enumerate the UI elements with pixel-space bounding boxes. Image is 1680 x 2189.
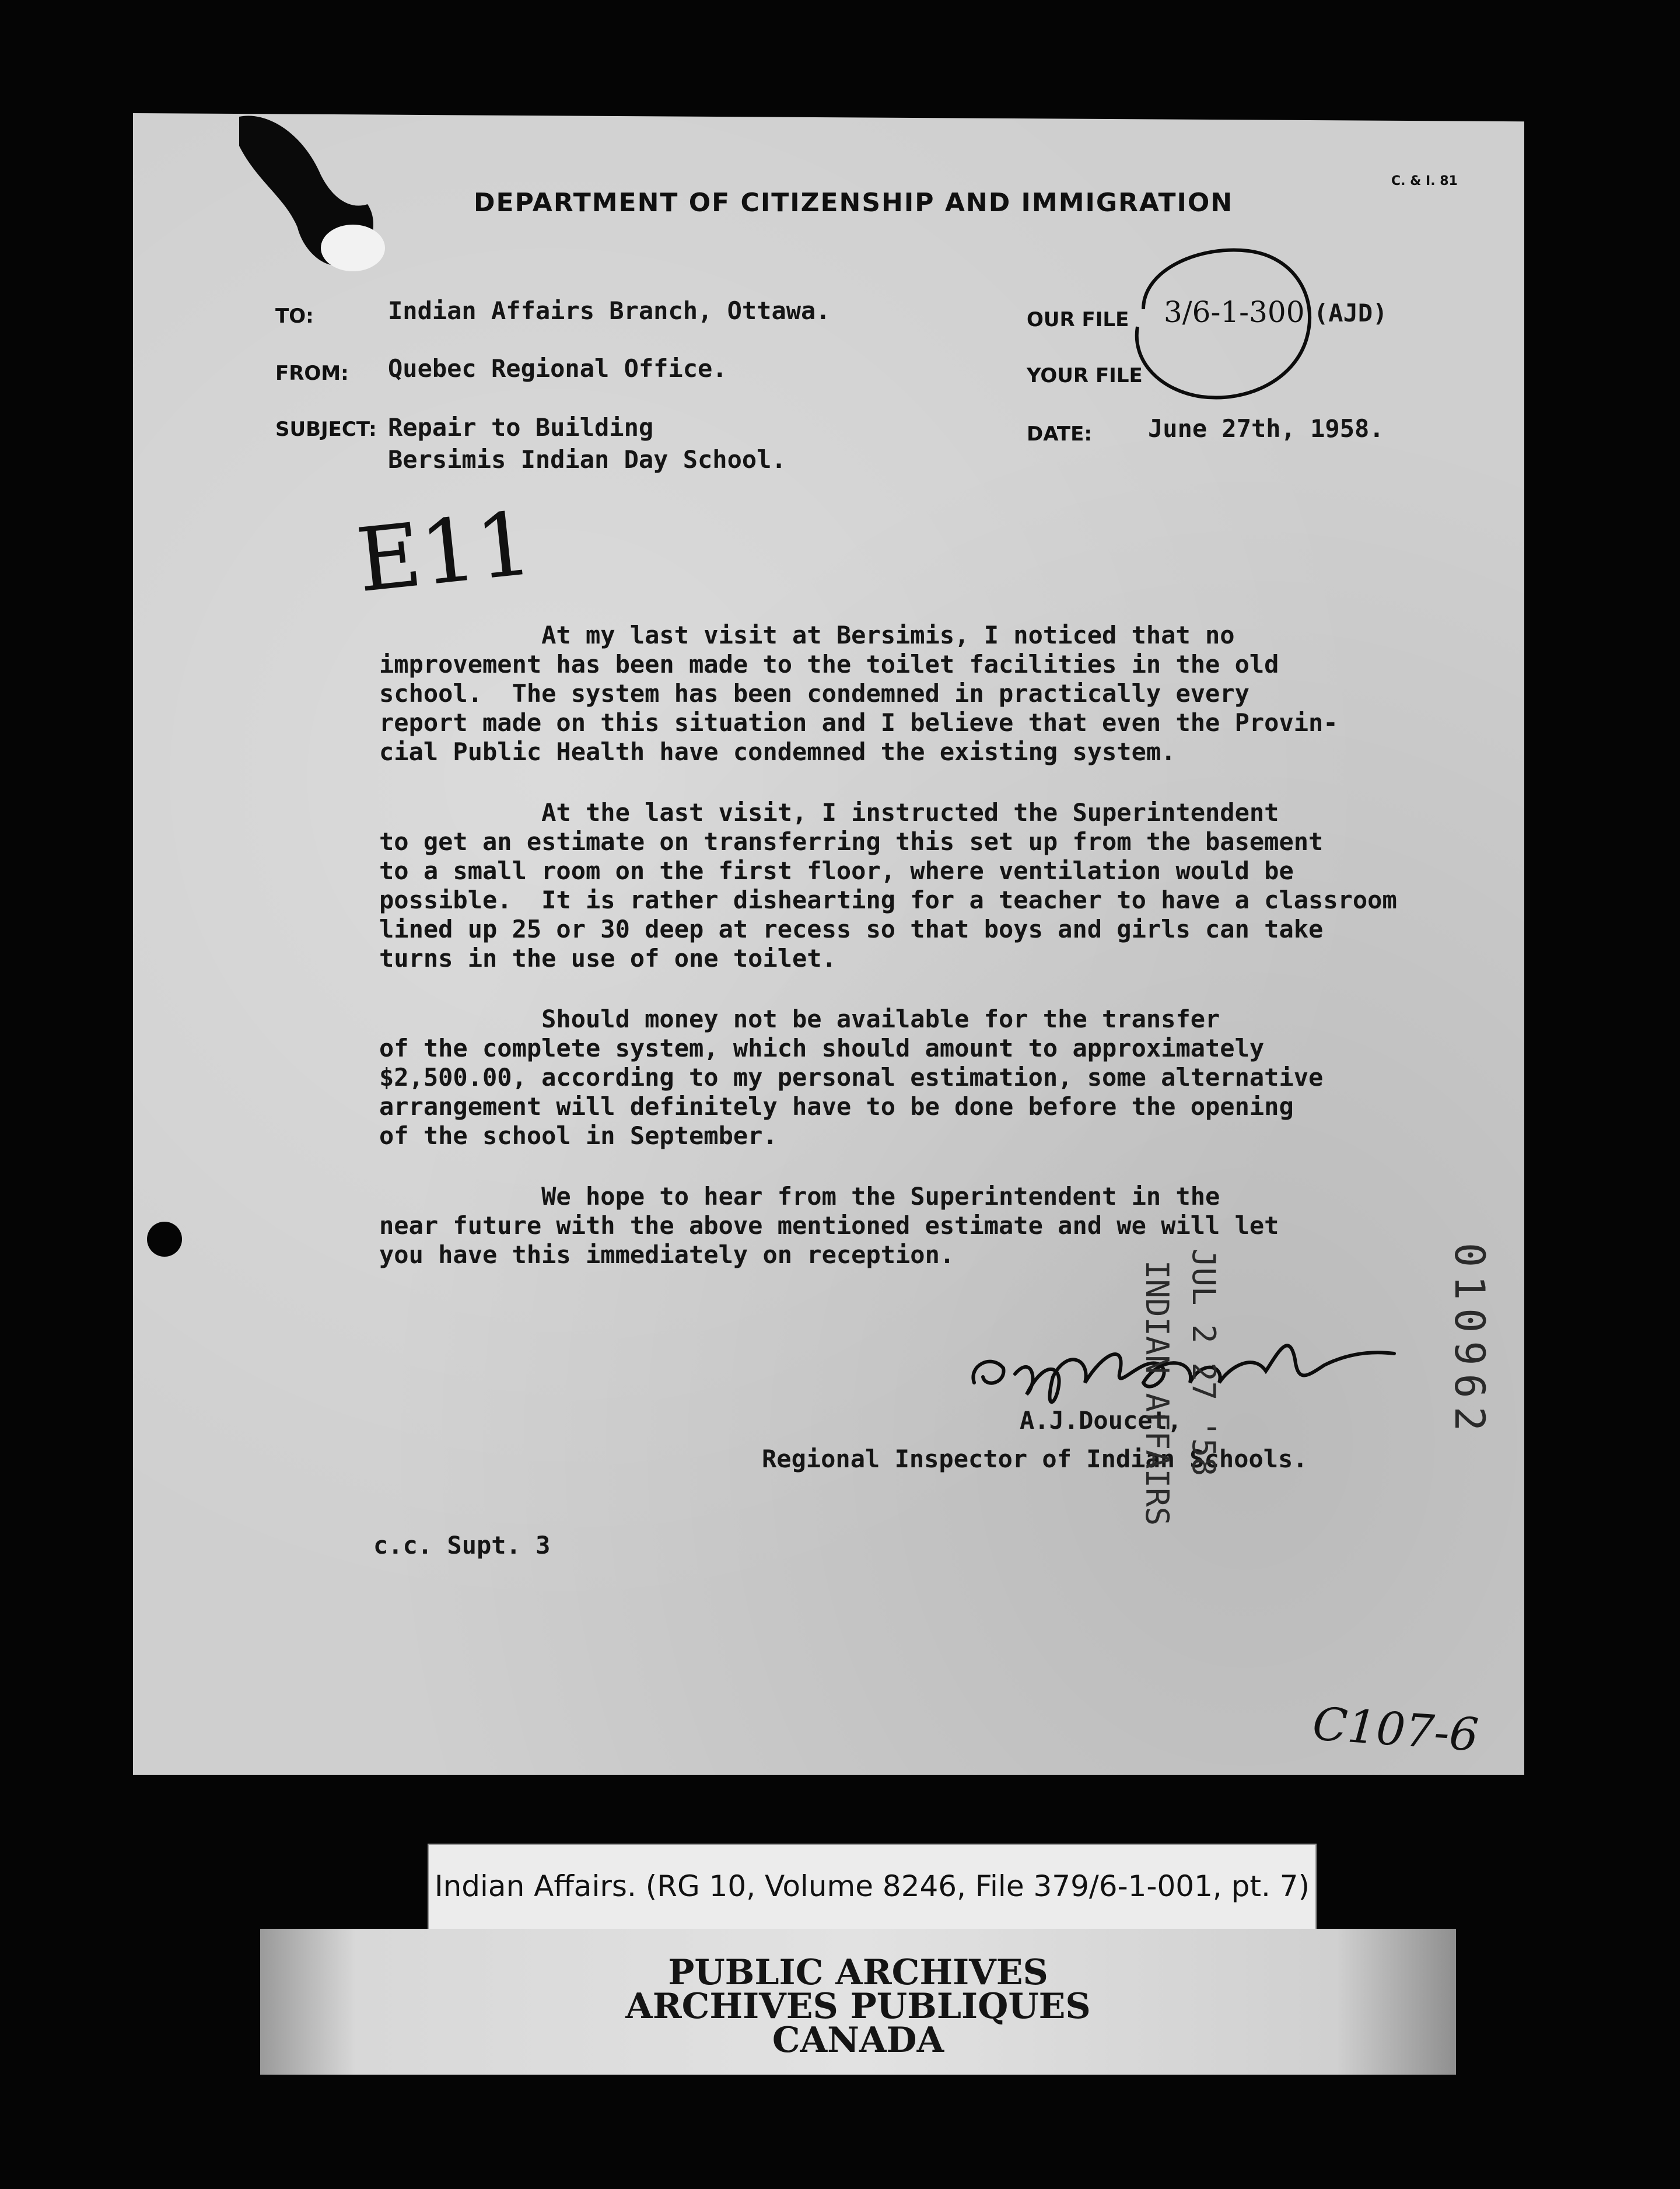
- your-file-label: YOUR FILE: [1027, 364, 1143, 387]
- from-label: FROM:: [275, 362, 349, 385]
- body-line: school. The system has been condemned in practically every: [379, 679, 1250, 708]
- archive-stamp-strip: [260, 1929, 1456, 2075]
- form-number: C. & I. 81: [1391, 174, 1458, 188]
- subject-line-2: Bersimis Indian Day School.: [388, 445, 786, 474]
- date-value: June 27th, 1958.: [1148, 414, 1384, 443]
- body-line: possible. It is rather dishearting for a teacher to have a classroom: [379, 886, 1397, 914]
- archive-line-3: CANADA: [772, 2020, 944, 2061]
- body-line: improvement has been made to the toilet facilities in the old: [379, 650, 1279, 679]
- body-line: At my last visit at Bersimis, I noticed that no: [379, 621, 1235, 649]
- body-line: to get an estimate on transferring this set up from the basement: [379, 827, 1324, 856]
- subject-label: SUBJECT:: [275, 418, 377, 441]
- signer-name: A.J.Doucet,: [1020, 1406, 1182, 1435]
- handwritten-reference: C107-6: [1311, 1698, 1480, 1762]
- date-label: DATE:: [1027, 422, 1092, 446]
- our-file-suffix: (AJD): [1314, 299, 1388, 327]
- body-line: to a small room on the first floor, where ventilation would be: [379, 856, 1294, 885]
- archive-line-1: PUBLIC ARCHIVES: [668, 1952, 1048, 1993]
- document-number-stamp: 010962: [1446, 1243, 1493, 1439]
- archive-line-2: ARCHIVES PUBLIQUES: [625, 1986, 1091, 2027]
- signer-title: Regional Inspector of Indian Schools.: [762, 1445, 1308, 1473]
- body-line: turns in the use of one toilet.: [379, 944, 836, 973]
- file-number-circle: [1120, 233, 1330, 420]
- body-line: of the complete system, which should amount to approximately: [379, 1034, 1265, 1062]
- body-line: you have this immediately on reception.: [379, 1240, 955, 1269]
- body-line: near future with the above mentioned estimate and we will let: [379, 1211, 1279, 1240]
- handwritten-e11: E11: [352, 492, 537, 613]
- body-line: lined up 25 or 30 deep at recess so that boys and girls can take: [379, 915, 1324, 943]
- torn-corner-mark: [233, 111, 391, 280]
- punch-hole: [147, 1222, 182, 1257]
- signature: [951, 1319, 1400, 1418]
- our-file-label: OUR FILE: [1027, 308, 1129, 331]
- body-line: report made on this situation and I believe that even the Provin-: [379, 708, 1338, 737]
- subject-line-1: Repair to Building: [388, 413, 654, 442]
- archive-reference-label: [428, 1844, 1317, 1933]
- to-label: TO:: [275, 305, 314, 328]
- department-title: DEPARTMENT OF CITIZENSHIP AND IMMIGRATION: [474, 188, 1234, 218]
- to-value: Indian Affairs Branch, Ottawa.: [388, 296, 831, 325]
- from-value: Quebec Regional Office.: [388, 354, 727, 383]
- cc-line: c.c. Supt. 3: [373, 1531, 551, 1559]
- body-line: Should money not be available for the transfer: [379, 1005, 1220, 1033]
- body-line: At the last visit, I instructed the Superintendent: [379, 798, 1279, 827]
- received-office-stamp: INDIAN AFFAIRS: [1139, 1260, 1175, 1526]
- body-line: arrangement will definitely have to be done before the opening: [379, 1092, 1294, 1121]
- received-date-stamp: JUL 2 27 '58: [1185, 1249, 1222, 1477]
- body-line: of the school in September.: [379, 1121, 778, 1150]
- archive-reference-text: Indian Affairs. (RG 10, Volume 8246, File 379/6-1-001, pt. 7): [434, 1869, 1310, 1903]
- body-line: $2,500.00, according to my personal estimation, some alternative: [379, 1063, 1324, 1092]
- body-line: cial Public Health have condemned the existing system.: [379, 737, 1176, 766]
- our-file-value: 3/6-1-300: [1164, 295, 1305, 329]
- body-line: We hope to hear from the Superintendent in the: [379, 1182, 1220, 1211]
